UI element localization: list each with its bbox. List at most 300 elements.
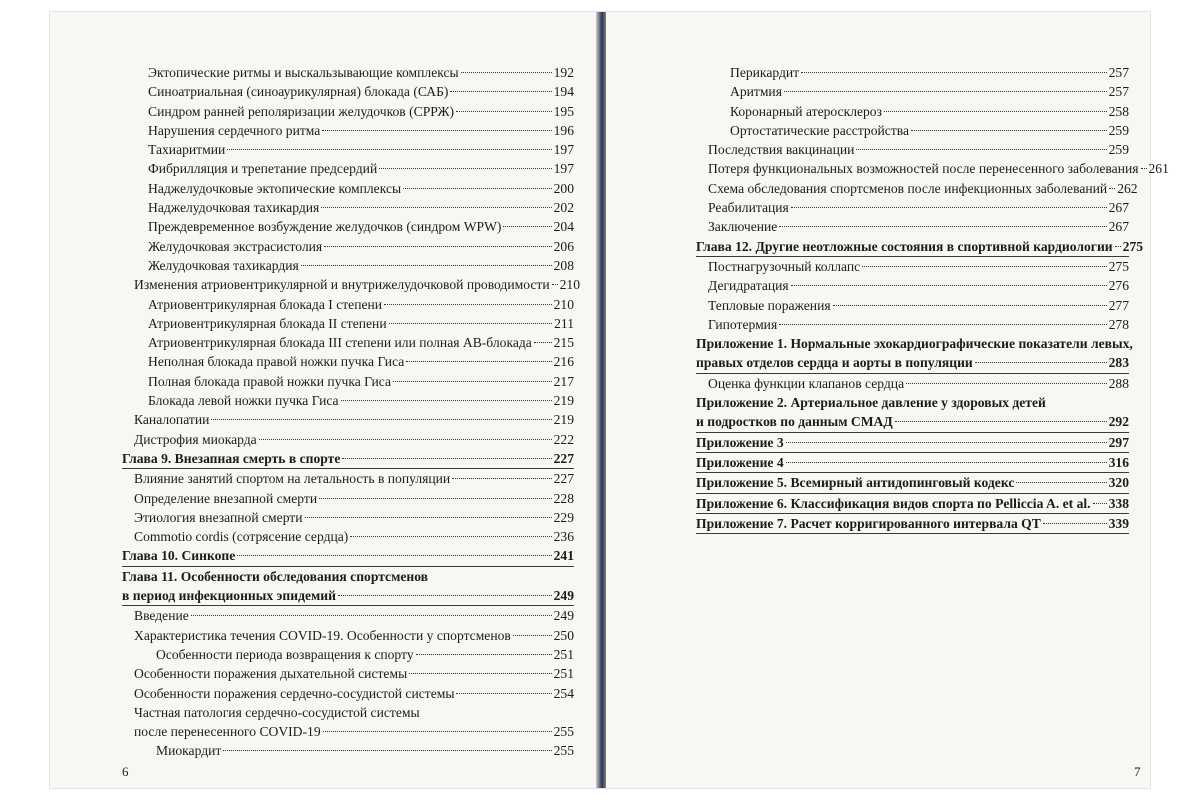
- toc-entry-title: Дегидратация: [708, 278, 789, 294]
- toc-leader-dots: [319, 498, 551, 499]
- toc-entry-page: 262: [1117, 180, 1138, 196]
- toc-entry-title: Атриовентрикулярная блокада I степени: [148, 296, 383, 312]
- toc-entry-page: 283: [1108, 355, 1129, 371]
- toc-entry-title: Коронарный атеросклероз: [730, 103, 882, 119]
- toc-entry-title: Нарушения сердечного ритма: [148, 122, 321, 138]
- toc-entry-row: [708, 198, 1129, 217]
- toc-leader-dots: [341, 400, 552, 401]
- toc-leader-dots: [324, 246, 551, 247]
- toc-entry-row: [708, 217, 1129, 236]
- toc-entry: [122, 489, 574, 508]
- toc-entry-title: и подростков по данным СМАД: [696, 414, 893, 430]
- toc-entry-page: 276: [1108, 278, 1129, 294]
- toc-entry-row: [696, 334, 1133, 353]
- toc-entry: [696, 353, 1129, 373]
- toc-leader-dots: [779, 226, 1106, 227]
- toc-entry-title: в период инфекционных эпидемий: [122, 588, 336, 604]
- toc-entry-page: 227: [553, 471, 574, 487]
- toc-entry-row: [134, 410, 574, 429]
- toc-leader-dots: [801, 72, 1107, 73]
- toc-leader-dots: [1141, 168, 1147, 169]
- toc-entry-page: 241: [553, 548, 574, 564]
- toc-entry-title: Желудочковая тахикардия: [148, 257, 299, 273]
- toc-entry-row: [148, 198, 574, 217]
- toc-entry: [122, 410, 574, 429]
- toc-entry: [122, 645, 574, 664]
- toc-entry: [122, 391, 574, 410]
- toc-entry: [122, 567, 574, 586]
- toc-entry-title: Атриовентрикулярная блокада III степени или полная АВ-блокада: [148, 335, 532, 351]
- page-number-right: 7: [1134, 764, 1141, 779]
- toc-entry-title: Глава 9. Внезапная смерть в спорте: [122, 450, 341, 466]
- toc-entry: [122, 314, 574, 333]
- toc-entry-title: Схема обследования спортсменов после инфекционных заболеваний: [708, 180, 1108, 196]
- toc-entry: [696, 217, 1129, 236]
- toc-entry-title: Реабилитация: [708, 200, 789, 216]
- toc-entry: [122, 121, 574, 140]
- toc-entry-row: [134, 606, 574, 625]
- toc-entry-page: 236: [553, 529, 574, 545]
- toc-entry-row: [122, 567, 574, 586]
- toc-entry-row: [148, 217, 574, 236]
- toc-leader-dots: [322, 130, 551, 131]
- toc-entry-row: [708, 159, 1169, 178]
- toc-entry-page: 338: [1108, 495, 1129, 511]
- toc-entry: [122, 82, 574, 101]
- toc-entry-page: 250: [553, 627, 574, 643]
- toc-leader-dots: [379, 168, 551, 169]
- toc-entry-row: [148, 256, 574, 275]
- toc-entry-row: [134, 489, 574, 508]
- toc-entry: [122, 527, 574, 546]
- toc-entry-row: [134, 722, 574, 741]
- right-page: [606, 12, 1169, 788]
- toc-leader-dots: [1043, 523, 1107, 524]
- toc-entry-page: 297: [1108, 434, 1129, 450]
- toc-entry-row: [156, 741, 574, 760]
- toc-leader-dots: [456, 111, 552, 112]
- toc-leader-dots: [350, 536, 551, 537]
- toc-entry-row: [122, 546, 574, 565]
- toc-entry-row: [122, 586, 574, 605]
- toc-entry-row: [134, 626, 574, 645]
- toc-entry: [122, 449, 574, 469]
- toc-entry-title: Глава 11. Особенности обследования спортсменов: [122, 568, 429, 584]
- toc-entry-page: 267: [1108, 200, 1129, 216]
- toc-entry-page: 259: [1108, 122, 1129, 138]
- toc-entry-page: 257: [1108, 65, 1129, 80]
- toc-entry-row: [134, 527, 574, 546]
- book-spread: [50, 12, 1169, 788]
- toc-leader-dots: [534, 342, 552, 343]
- toc-entry-page: 277: [1108, 297, 1129, 313]
- toc-entry: [696, 276, 1129, 295]
- toc-entry-page: 210: [559, 277, 580, 293]
- toc-entry-page: 255: [553, 743, 574, 759]
- toc-entry-row: [696, 433, 1129, 452]
- toc-entry-row: [696, 353, 1129, 372]
- toc-leader-dots: [211, 419, 551, 420]
- toc-entry: [696, 121, 1129, 140]
- toc-entry: [122, 469, 574, 488]
- toc-entry-page: 217: [553, 373, 574, 389]
- toc-entry-page: 206: [553, 238, 574, 254]
- toc-entry: [696, 473, 1129, 493]
- toc-entry-title: Заключение: [708, 219, 778, 235]
- toc-entry-page: 227: [553, 450, 574, 466]
- toc-entry: [122, 664, 574, 683]
- toc-leader-dots: [321, 207, 551, 208]
- toc-entry: [122, 256, 574, 275]
- toc-entry: [122, 684, 574, 703]
- toc-leader-dots: [911, 130, 1107, 131]
- toc-entry-page: 254: [553, 685, 574, 701]
- toc-entry: [696, 494, 1129, 514]
- toc-entry-row: [730, 102, 1129, 121]
- toc-left: [122, 63, 580, 761]
- toc-entry-title: правых отделов сердца и аорты в популяции: [696, 355, 973, 371]
- toc-entry: [122, 237, 574, 256]
- toc-entry-title: Фибрилляция и трепетание предсердий: [148, 161, 378, 177]
- toc-leader-dots: [779, 324, 1106, 325]
- toc-entry-title: Особенности поражения дыхательной системы: [134, 666, 408, 682]
- toc-leader-dots: [393, 381, 552, 382]
- toc-entry: [122, 63, 574, 82]
- toc-right: [696, 63, 1169, 534]
- toc-entry-title: Приложение 6. Классификация видов спорта по Pelliccia A. et al.: [696, 495, 1091, 511]
- toc-entry: [696, 82, 1129, 101]
- toc-entry-page: 251: [553, 666, 574, 682]
- toc-entry-row: [148, 159, 574, 178]
- toc-entry-row: [148, 82, 574, 101]
- toc-entry: [696, 393, 1129, 412]
- toc-entry-title: Аритмия: [730, 84, 782, 100]
- toc-entry-row: [122, 449, 574, 468]
- toc-leader-dots: [786, 442, 1107, 443]
- toc-leader-dots: [384, 304, 552, 305]
- toc-leader-dots: [884, 111, 1107, 112]
- toc-entry-title: Атриовентрикулярная блокада II степени: [148, 315, 387, 331]
- toc-leader-dots: [513, 635, 552, 636]
- toc-entry-page: 275: [1122, 238, 1144, 254]
- toc-entry-title: Определение внезапной смерти: [134, 490, 318, 506]
- toc-entry-row: [148, 63, 574, 82]
- toc-leader-dots: [237, 555, 551, 556]
- toc-leader-dots: [227, 149, 551, 150]
- toc-entry-row: [696, 393, 1129, 412]
- toc-entry-title: Тепловые поражения: [708, 297, 831, 313]
- toc-entry-row: [134, 430, 574, 449]
- toc-leader-dots: [906, 383, 1106, 384]
- toc-entry-row: [148, 333, 574, 352]
- toc-leader-dots: [856, 149, 1106, 150]
- toc-entry: [122, 546, 574, 566]
- toc-entry: [122, 626, 574, 645]
- toc-entry-page: 278: [1108, 316, 1129, 332]
- toc-entry: [696, 514, 1129, 534]
- toc-leader-dots: [552, 284, 558, 285]
- toc-entry-title: Дистрофия миокарда: [134, 431, 257, 447]
- toc-leader-dots: [784, 91, 1107, 92]
- toc-entry-title: Синоатриальная (синоаурикулярная) блокада (САБ): [148, 84, 449, 100]
- toc-leader-dots: [862, 266, 1106, 267]
- toc-leader-dots: [791, 285, 1107, 286]
- toc-entry-page: 257: [1108, 84, 1129, 100]
- toc-leader-dots: [1109, 188, 1115, 189]
- toc-entry-row: [696, 453, 1129, 472]
- toc-entry-page: 216: [553, 354, 574, 370]
- toc-entry-row: [148, 295, 574, 314]
- toc-entry-page: 222: [553, 431, 574, 447]
- toc-leader-dots: [456, 693, 551, 694]
- toc-entry-title: Каналопатии: [134, 412, 210, 428]
- toc-entry-row: [148, 140, 574, 159]
- toc-entry: [122, 217, 574, 236]
- toc-entry-row: [156, 645, 574, 664]
- toc-leader-dots: [452, 478, 551, 479]
- toc-leader-dots: [259, 439, 552, 440]
- toc-entry-title: Перикардит: [730, 65, 800, 80]
- toc-entry-row: [134, 684, 574, 703]
- toc-entry-title: Особенности периода возвращения к спорту: [156, 646, 414, 662]
- toc-entry-title: Приложение 1. Нормальные эхокардиографические показатели левых,: [696, 336, 1133, 352]
- toc-entry: [696, 296, 1129, 315]
- toc-entry-row: [708, 179, 1138, 198]
- toc-entry-title: Приложение 3: [696, 434, 784, 450]
- toc-entry: [122, 703, 574, 722]
- toc-entry-page: 267: [1108, 219, 1129, 235]
- toc-entry-page: 258: [1108, 103, 1129, 119]
- toc-entry-row: [730, 63, 1129, 82]
- toc-entry: [122, 333, 574, 352]
- toc-entry-title: Неполная блокада правой ножки пучка Гиса: [148, 354, 405, 370]
- toc-entry-title: Этиология внезапной смерти: [134, 509, 303, 525]
- toc-entry-title: Полная блокада правой ножки пучка Гиса: [148, 373, 392, 389]
- toc-leader-dots: [338, 595, 552, 596]
- toc-entry-page: 261: [1148, 161, 1169, 177]
- toc-entry: [696, 453, 1129, 473]
- toc-entry-page: 259: [1108, 142, 1129, 158]
- toc-leader-dots: [1093, 503, 1107, 504]
- toc-entry-title: Блокада левой ножки пучка Гиса: [148, 393, 339, 409]
- toc-entry-title: Изменения атриовентрикулярной и внутрижелудочковой проводимости: [134, 277, 550, 293]
- toc-entry-title: Влияние занятий спортом на летальность в популяции: [134, 471, 451, 487]
- toc-entry: [122, 508, 574, 527]
- toc-leader-dots: [403, 188, 551, 189]
- toc-entry: [122, 102, 574, 121]
- toc-leader-dots: [503, 226, 551, 227]
- toc-leader-dots: [786, 462, 1107, 463]
- toc-entry-page: 249: [553, 588, 574, 604]
- left-page: [50, 12, 596, 788]
- toc-leader-dots: [1115, 246, 1121, 247]
- toc-entry-title: Потеря функциональных возможностей после перенесенного заболевания: [708, 161, 1139, 177]
- book-gutter: [596, 12, 606, 788]
- toc-entry-row: [708, 315, 1129, 334]
- toc-entry-page: 339: [1108, 515, 1129, 531]
- toc-entry-page: 196: [553, 122, 574, 138]
- toc-entry-title: Эктопические ритмы и выскальзывающие комплексы: [148, 65, 459, 80]
- toc-entry: [122, 275, 580, 294]
- toc-entry-page: 215: [553, 335, 574, 351]
- toc-entry-title: Приложение 4: [696, 454, 784, 470]
- toc-leader-dots: [461, 72, 552, 73]
- toc-entry-title: после перенесенного COVID-19: [134, 724, 321, 740]
- toc-entry-page: 192: [553, 65, 574, 80]
- toc-entry-page: 288: [1108, 375, 1129, 391]
- toc-entry-row: [134, 508, 574, 527]
- toc-entry-title: Глава 10. Синкопе: [122, 548, 236, 564]
- toc-entry-title: Введение: [134, 608, 189, 624]
- toc-entry: [122, 372, 574, 391]
- toc-entry-page: 197: [553, 161, 574, 177]
- toc-entry: [696, 412, 1129, 432]
- toc-entry-page: 210: [553, 296, 574, 312]
- toc-entry-row: [148, 314, 574, 333]
- toc-entry-row: [134, 275, 580, 294]
- toc-entry-title: Особенности поражения сердечно-сосудистой системы: [134, 685, 455, 701]
- toc-entry-title: Глава 12. Другие неотложные состояния в спортивной кардиологии: [696, 238, 1113, 254]
- toc-entry-page: 316: [1108, 454, 1129, 470]
- toc-entry: [122, 295, 574, 314]
- toc-entry-title: Постнагрузочный коллапс: [708, 258, 861, 274]
- toc-entry-page: 208: [553, 257, 574, 273]
- toc-entry-row: [134, 664, 574, 683]
- toc-entry: [122, 741, 574, 760]
- toc-entry-row: [148, 352, 574, 371]
- toc-entry-row: [148, 102, 574, 121]
- toc-entry-page: 249: [553, 608, 574, 624]
- toc-entry-title: Гипотермия: [708, 316, 778, 332]
- toc-entry-page: 228: [553, 490, 574, 506]
- toc-entry-page: 194: [553, 84, 574, 100]
- toc-leader-dots: [191, 615, 552, 616]
- toc-entry-page: 197: [553, 142, 574, 158]
- toc-leader-dots: [342, 458, 551, 459]
- toc-entry-page: 200: [553, 180, 574, 196]
- toc-entry-row: [708, 374, 1129, 393]
- toc-entry-title: Последствия вакцинации: [708, 142, 855, 158]
- toc-entry: [122, 606, 574, 625]
- toc-entry-row: [696, 412, 1129, 431]
- toc-entry-row: [134, 703, 574, 722]
- toc-entry-page: 211: [554, 315, 574, 331]
- toc-entry-title: Ортостатические расстройства: [730, 122, 910, 138]
- toc-leader-dots: [833, 305, 1107, 306]
- toc-leader-dots: [409, 673, 551, 674]
- toc-entry: [696, 198, 1129, 217]
- toc-leader-dots: [223, 750, 551, 751]
- toc-entry-page: 219: [553, 412, 574, 428]
- toc-entry-title: Частная патология сердечно-сосудистой системы: [134, 704, 420, 720]
- toc-entry: [122, 352, 574, 371]
- toc-entry: [696, 334, 1133, 353]
- toc-entry-row: [708, 276, 1129, 295]
- toc-entry-title: Приложение 2. Артериальное давление у здоровых детей: [696, 395, 1046, 411]
- toc-entry-title: Приложение 7. Расчет корригированного интервала QT: [696, 515, 1041, 531]
- toc-entry-row: [696, 514, 1129, 533]
- toc-entry-row: [696, 237, 1144, 256]
- toc-entry-page: 292: [1108, 414, 1129, 430]
- toc-entry-page: 229: [553, 509, 574, 525]
- toc-entry-row: [708, 257, 1129, 276]
- toc-entry-page: 202: [553, 200, 574, 216]
- toc-entry: [122, 198, 574, 217]
- toc-entry: [122, 722, 574, 741]
- toc-leader-dots: [791, 207, 1107, 208]
- toc-entry-row: [708, 296, 1129, 315]
- toc-entry-title: Наджелудочковая тахикардия: [148, 200, 320, 216]
- toc-leader-dots: [323, 731, 552, 732]
- toc-entry-title: Тахиаритмии: [148, 142, 226, 158]
- toc-entry: [122, 179, 574, 198]
- toc-entry-page: 219: [553, 393, 574, 409]
- toc-leader-dots: [406, 361, 551, 362]
- toc-leader-dots: [1016, 482, 1106, 483]
- toc-entry: [122, 140, 574, 159]
- toc-entry-page: 195: [553, 103, 574, 119]
- toc-entry: [696, 179, 1138, 198]
- toc-entry: [696, 433, 1129, 453]
- toc-entry-row: [730, 82, 1129, 101]
- toc-entry-title: Преждевременное возбуждение желудочков (синдром WPW): [148, 219, 502, 235]
- toc-entry-row: [148, 372, 574, 391]
- toc-entry: [696, 140, 1129, 159]
- toc-entry-row: [730, 121, 1129, 140]
- toc-leader-dots: [301, 265, 552, 266]
- toc-entry-title: Commotio cordis (сотрясение сердца): [134, 529, 349, 545]
- toc-leader-dots: [389, 323, 553, 324]
- toc-leader-dots: [416, 654, 552, 655]
- toc-entry-row: [696, 494, 1129, 513]
- page-number-left: 6: [122, 764, 129, 779]
- toc-entry-row: [148, 179, 574, 198]
- toc-entry-title: Желудочковая экстрасистолия: [148, 238, 323, 254]
- toc-entry-row: [696, 473, 1129, 492]
- toc-entry: [696, 159, 1169, 178]
- toc-entry-page: 204: [553, 219, 574, 235]
- toc-entry: [696, 63, 1129, 82]
- toc-entry-page: 251: [553, 646, 574, 662]
- toc-entry: [122, 586, 574, 606]
- toc-leader-dots: [305, 517, 552, 518]
- toc-entry: [696, 315, 1129, 334]
- toc-entry-page: 320: [1108, 475, 1129, 491]
- toc-entry-title: Синдром ранней реполяризации желудочков (СРРЖ): [148, 103, 455, 119]
- toc-entry: [696, 257, 1129, 276]
- toc-entry-title: Наджелудочковые эктопические комплексы: [148, 180, 402, 196]
- toc-entry: [696, 374, 1129, 393]
- toc-entry: [122, 159, 574, 178]
- toc-entry-title: Оценка функции клапанов сердца: [708, 375, 905, 391]
- toc-entry-row: [134, 469, 574, 488]
- toc-leader-dots: [975, 362, 1107, 363]
- toc-entry-row: [148, 121, 574, 140]
- toc-entry-title: Характеристика течения COVID-19. Особенности у спортсменов: [134, 627, 511, 643]
- toc-entry-title: Приложение 5. Всемирный антидопинговый кодекс: [696, 475, 1015, 491]
- toc-entry-row: [708, 140, 1129, 159]
- toc-entry: [696, 102, 1129, 121]
- toc-entry-page: 275: [1108, 258, 1129, 274]
- toc-leader-dots: [895, 421, 1107, 422]
- toc-entry-page: 255: [553, 724, 574, 740]
- toc-entry: [122, 430, 574, 449]
- toc-entry-row: [148, 237, 574, 256]
- toc-leader-dots: [450, 91, 551, 92]
- toc-entry-row: [148, 391, 574, 410]
- toc-entry-title: Миокардит: [156, 743, 222, 759]
- toc-entry: [696, 237, 1144, 257]
